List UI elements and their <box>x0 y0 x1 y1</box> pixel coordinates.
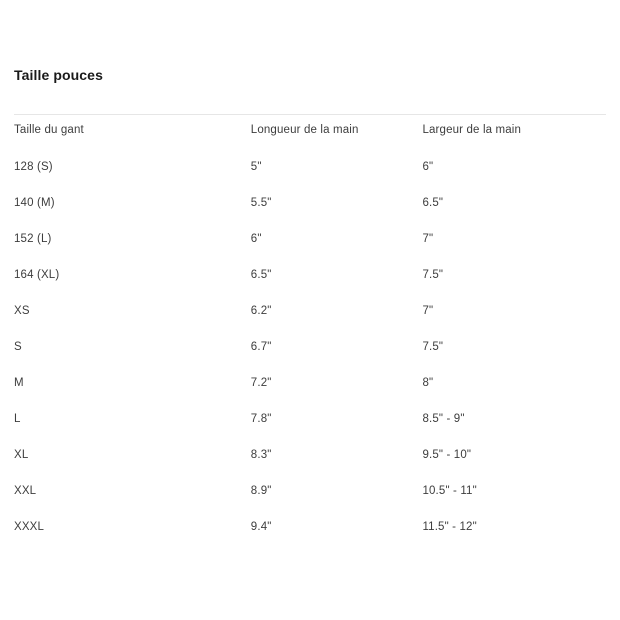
cell-hand-length: 7.8" <box>250 413 272 425</box>
cell-hand-length: 6.2" <box>250 305 272 317</box>
table-row <box>14 152 606 188</box>
cell-hand-width: 6" <box>422 161 434 173</box>
cell-glove-size: 128 (S) <box>14 161 53 173</box>
cell-glove-size: XS <box>14 305 30 317</box>
column-header-glove-size: Taille du gant <box>14 115 251 153</box>
table-header-row <box>14 115 606 153</box>
cell-glove-size: 140 (M) <box>14 197 55 209</box>
column-header-hand-width: Largeur de la main <box>422 115 606 153</box>
cell-hand-length: 9.4" <box>250 521 272 533</box>
cell-glove-size: XL <box>14 449 29 461</box>
table-row <box>14 296 606 332</box>
column-header-hand-length: Longueur de la main <box>251 115 423 153</box>
cell-hand-width: 7" <box>422 233 434 245</box>
cell-hand-width: 6.5" <box>422 197 444 209</box>
page-title: Taille pouces <box>14 67 103 83</box>
table-row <box>14 476 606 512</box>
cell-hand-length: 7.2" <box>250 377 272 389</box>
cell-hand-width: 8.5" - 9" <box>422 413 465 425</box>
cell-glove-size: XXL <box>14 485 37 497</box>
cell-hand-width: 10.5" - 11" <box>422 485 477 497</box>
table-body <box>14 152 606 548</box>
cell-glove-size: L <box>14 413 21 425</box>
cell-hand-length: 8.9" <box>250 485 272 497</box>
cell-hand-length: 6" <box>250 233 262 245</box>
cell-hand-width: 7.5" <box>422 269 444 281</box>
cell-hand-width: 11.5" - 12" <box>422 521 477 533</box>
table-row <box>14 260 606 296</box>
cell-hand-length: 5" <box>250 161 262 173</box>
table-header <box>14 115 606 153</box>
cell-glove-size: XXXL <box>14 521 45 533</box>
cell-hand-length: 6.7" <box>250 341 272 353</box>
cell-hand-length: 8.3" <box>250 449 272 461</box>
cell-hand-length: 6.5" <box>250 269 272 281</box>
table-row <box>14 440 606 476</box>
table-row <box>14 188 606 224</box>
cell-hand-length: 5.5" <box>250 197 272 209</box>
cell-glove-size: 164 (XL) <box>14 269 60 281</box>
table-row <box>14 368 606 404</box>
cell-hand-width: 7.5" <box>422 341 444 353</box>
table-row <box>14 332 606 368</box>
size-chart-table <box>14 114 606 548</box>
cell-hand-width: 9.5" - 10" <box>422 449 472 461</box>
cell-glove-size: M <box>14 377 24 389</box>
cell-hand-width: 7" <box>422 305 434 317</box>
cell-glove-size: S <box>14 341 22 353</box>
cell-glove-size: 152 (L) <box>14 233 52 245</box>
cell-hand-width: 8" <box>422 377 434 389</box>
table-row <box>14 404 606 440</box>
table-row <box>14 224 606 260</box>
table-row <box>14 512 606 548</box>
